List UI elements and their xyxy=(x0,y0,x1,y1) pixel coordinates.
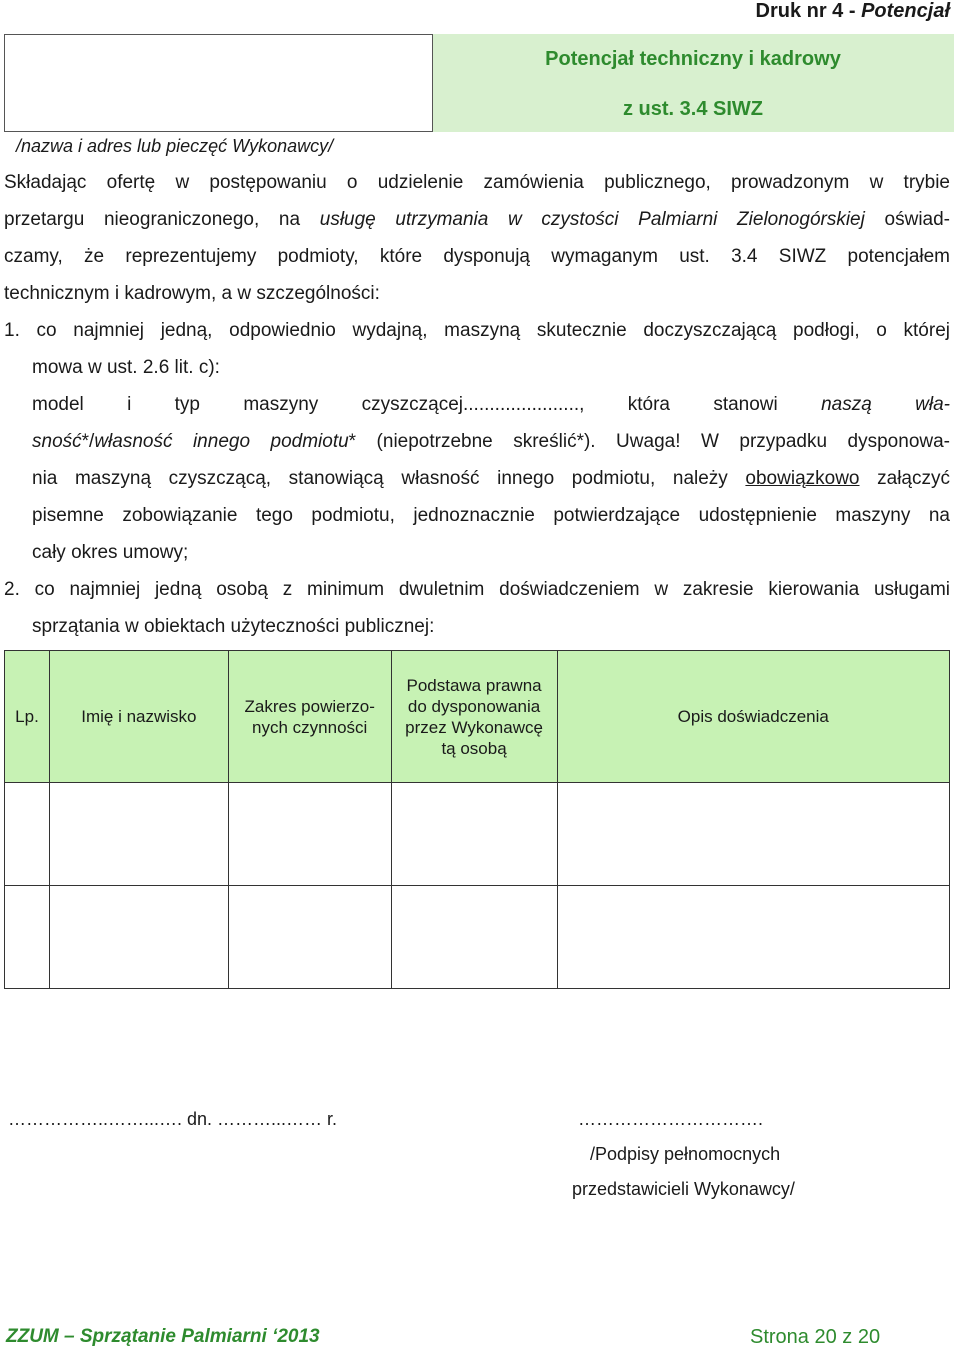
contractor-stamp-label: /nazwa i adres lub pieczęć Wykonawcy/ xyxy=(16,136,334,156)
table-cell[interactable] xyxy=(228,783,391,886)
item-line: nia maszyną czyszczącą, stanowiącą własność innego podmiotu, należy obowiązkowo załączyć xyxy=(32,468,950,489)
document-number: Druk nr 4 - Potencjał xyxy=(755,0,950,22)
table-cell[interactable] xyxy=(557,783,950,886)
table-cell[interactable] xyxy=(49,886,228,989)
item-line: cały okres umowy; xyxy=(32,542,189,563)
intro-paragraph xyxy=(4,164,950,312)
item-line: 1. co najmniej jedną, odpowiednio wydajną, maszyną skutecznie doczyszczającą podłogi, o której xyxy=(4,320,950,341)
table-cell[interactable] xyxy=(228,886,391,989)
table-cell[interactable] xyxy=(5,886,50,989)
col-header-legal-basis: Podstawa prawna do dysponowania przez Wykonawcę tą osobą xyxy=(391,651,557,783)
table-row xyxy=(5,886,950,989)
footer-page-number: Strona 20 z 20 xyxy=(750,1326,881,1348)
page-title: Potencjał techniczny i kadrowy xyxy=(545,48,841,70)
table-cell[interactable] xyxy=(391,886,557,989)
table-cell[interactable] xyxy=(557,886,950,989)
item-1-body xyxy=(4,349,950,571)
item-1 xyxy=(4,312,950,571)
item-line: sprzątania w obiektach użyteczności publicznej: xyxy=(32,616,435,637)
item-line: mowa w ust. 2.6 lit. c): xyxy=(32,357,220,378)
intro-line: czamy, że reprezentujemy podmioty, które dysponują wymaganym ust. 3.4 SIWZ potencjałem xyxy=(4,246,950,267)
page-subtitle: z ust. 3.4 SIWZ xyxy=(622,98,764,120)
col-header-experience: Opis doświadczenia xyxy=(557,651,950,783)
signature-line: …………………………. xyxy=(578,1109,764,1129)
table-header-row xyxy=(5,651,950,783)
item-line: sność*/własność innego podmiotu* (niepotrzebne skreślić*). Uwaga! W przypadku dysponowa- xyxy=(32,431,950,452)
date-place-line: ……………..……...…. dn. ………...…… r. xyxy=(8,1109,338,1129)
item-line: pisemne zobowiązanie tego podmiotu, jednoznacznie potwierdzające udostępnienie maszyny na xyxy=(32,505,950,526)
signature-label: przedstawicieli Wykonawcy/ xyxy=(572,1179,795,1199)
col-header-name: Imię i nazwisko xyxy=(49,651,228,783)
item-line: model i typ maszyny czyszczącej......................, która stanowi naszą wła- xyxy=(32,394,950,415)
intro-line: Składając ofertę w postępowaniu o udzielenie zamówienia publicznego, prowadzonym w trybie xyxy=(4,172,950,193)
intro-line: technicznym i kadrowym, a w szczególności: xyxy=(4,283,380,304)
table-cell[interactable] xyxy=(49,783,228,886)
table-cell[interactable] xyxy=(391,783,557,886)
staff-table xyxy=(4,650,950,989)
item-line: 2. co najmniej jedną osobą z minimum dwuletnim doświadczeniem w zakresie kierowania usługami xyxy=(4,579,950,600)
table-row xyxy=(5,783,950,886)
item-2 xyxy=(4,571,950,645)
intro-line: przetargu nieograniczonego, na usługę utrzymania w czystości Palmiarni Zielonogórskiej oświad- xyxy=(4,209,950,230)
table-cell[interactable] xyxy=(5,783,50,886)
footer-document-name: ZZUM – Sprzątanie Palmiarni ‘2013 xyxy=(6,1326,320,1347)
signature-label: /Podpisy pełnomocnych xyxy=(590,1144,781,1164)
col-header-lp: Lp. xyxy=(5,651,50,783)
col-header-scope: Zakres powierzo- nych czynności xyxy=(228,651,391,783)
